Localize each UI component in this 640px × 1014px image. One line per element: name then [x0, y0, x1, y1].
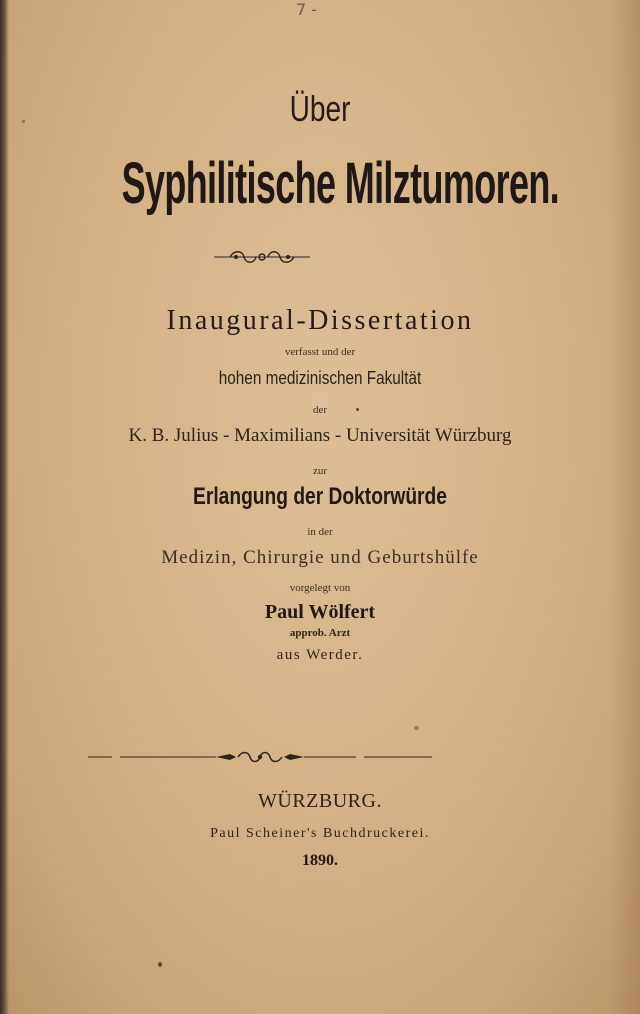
- of-the-text: der: [312, 404, 328, 416]
- author-origin: aus Werder.: [276, 647, 364, 663]
- university-name: K. B. Julius - Maximilians - Universität Würzburg: [128, 425, 512, 446]
- title-prefix: Über: [289, 88, 351, 129]
- page-title: Syphilitische Milztumoren.: [121, 151, 560, 216]
- dissertation-type: Inaugural-Dissertation: [166, 305, 474, 336]
- degree-purpose: Erlangung der Doktorwürde: [193, 483, 447, 510]
- publication-city: WÜRZBURG.: [258, 790, 382, 812]
- shelf-mark: 7 -: [296, 0, 318, 19]
- printer-name: Paul Scheiner's Buchdruckerei.: [210, 826, 430, 841]
- paper-speck: [356, 408, 359, 411]
- presented-by-text: vorgelegt von: [289, 582, 351, 594]
- small-ornament-icon: [212, 246, 312, 268]
- to-text: zur: [312, 465, 328, 477]
- paper-speck: [22, 120, 25, 123]
- in-the-text: in der: [307, 526, 333, 538]
- large-ornament-icon: [86, 748, 434, 766]
- prepared-for-text: verfasst und der: [284, 346, 356, 358]
- fields-of-study: Medizin, Chirurgie und Geburtshülfe: [161, 547, 479, 568]
- faculty-text: hohen medizinischen Fakultät: [218, 368, 422, 388]
- paper-speck: [414, 726, 419, 730]
- publication-year: 1890.: [302, 852, 338, 869]
- paper-speck: [158, 962, 162, 967]
- author-name: Paul Wölfert: [264, 601, 376, 623]
- author-title: approb. Arzt: [289, 627, 351, 639]
